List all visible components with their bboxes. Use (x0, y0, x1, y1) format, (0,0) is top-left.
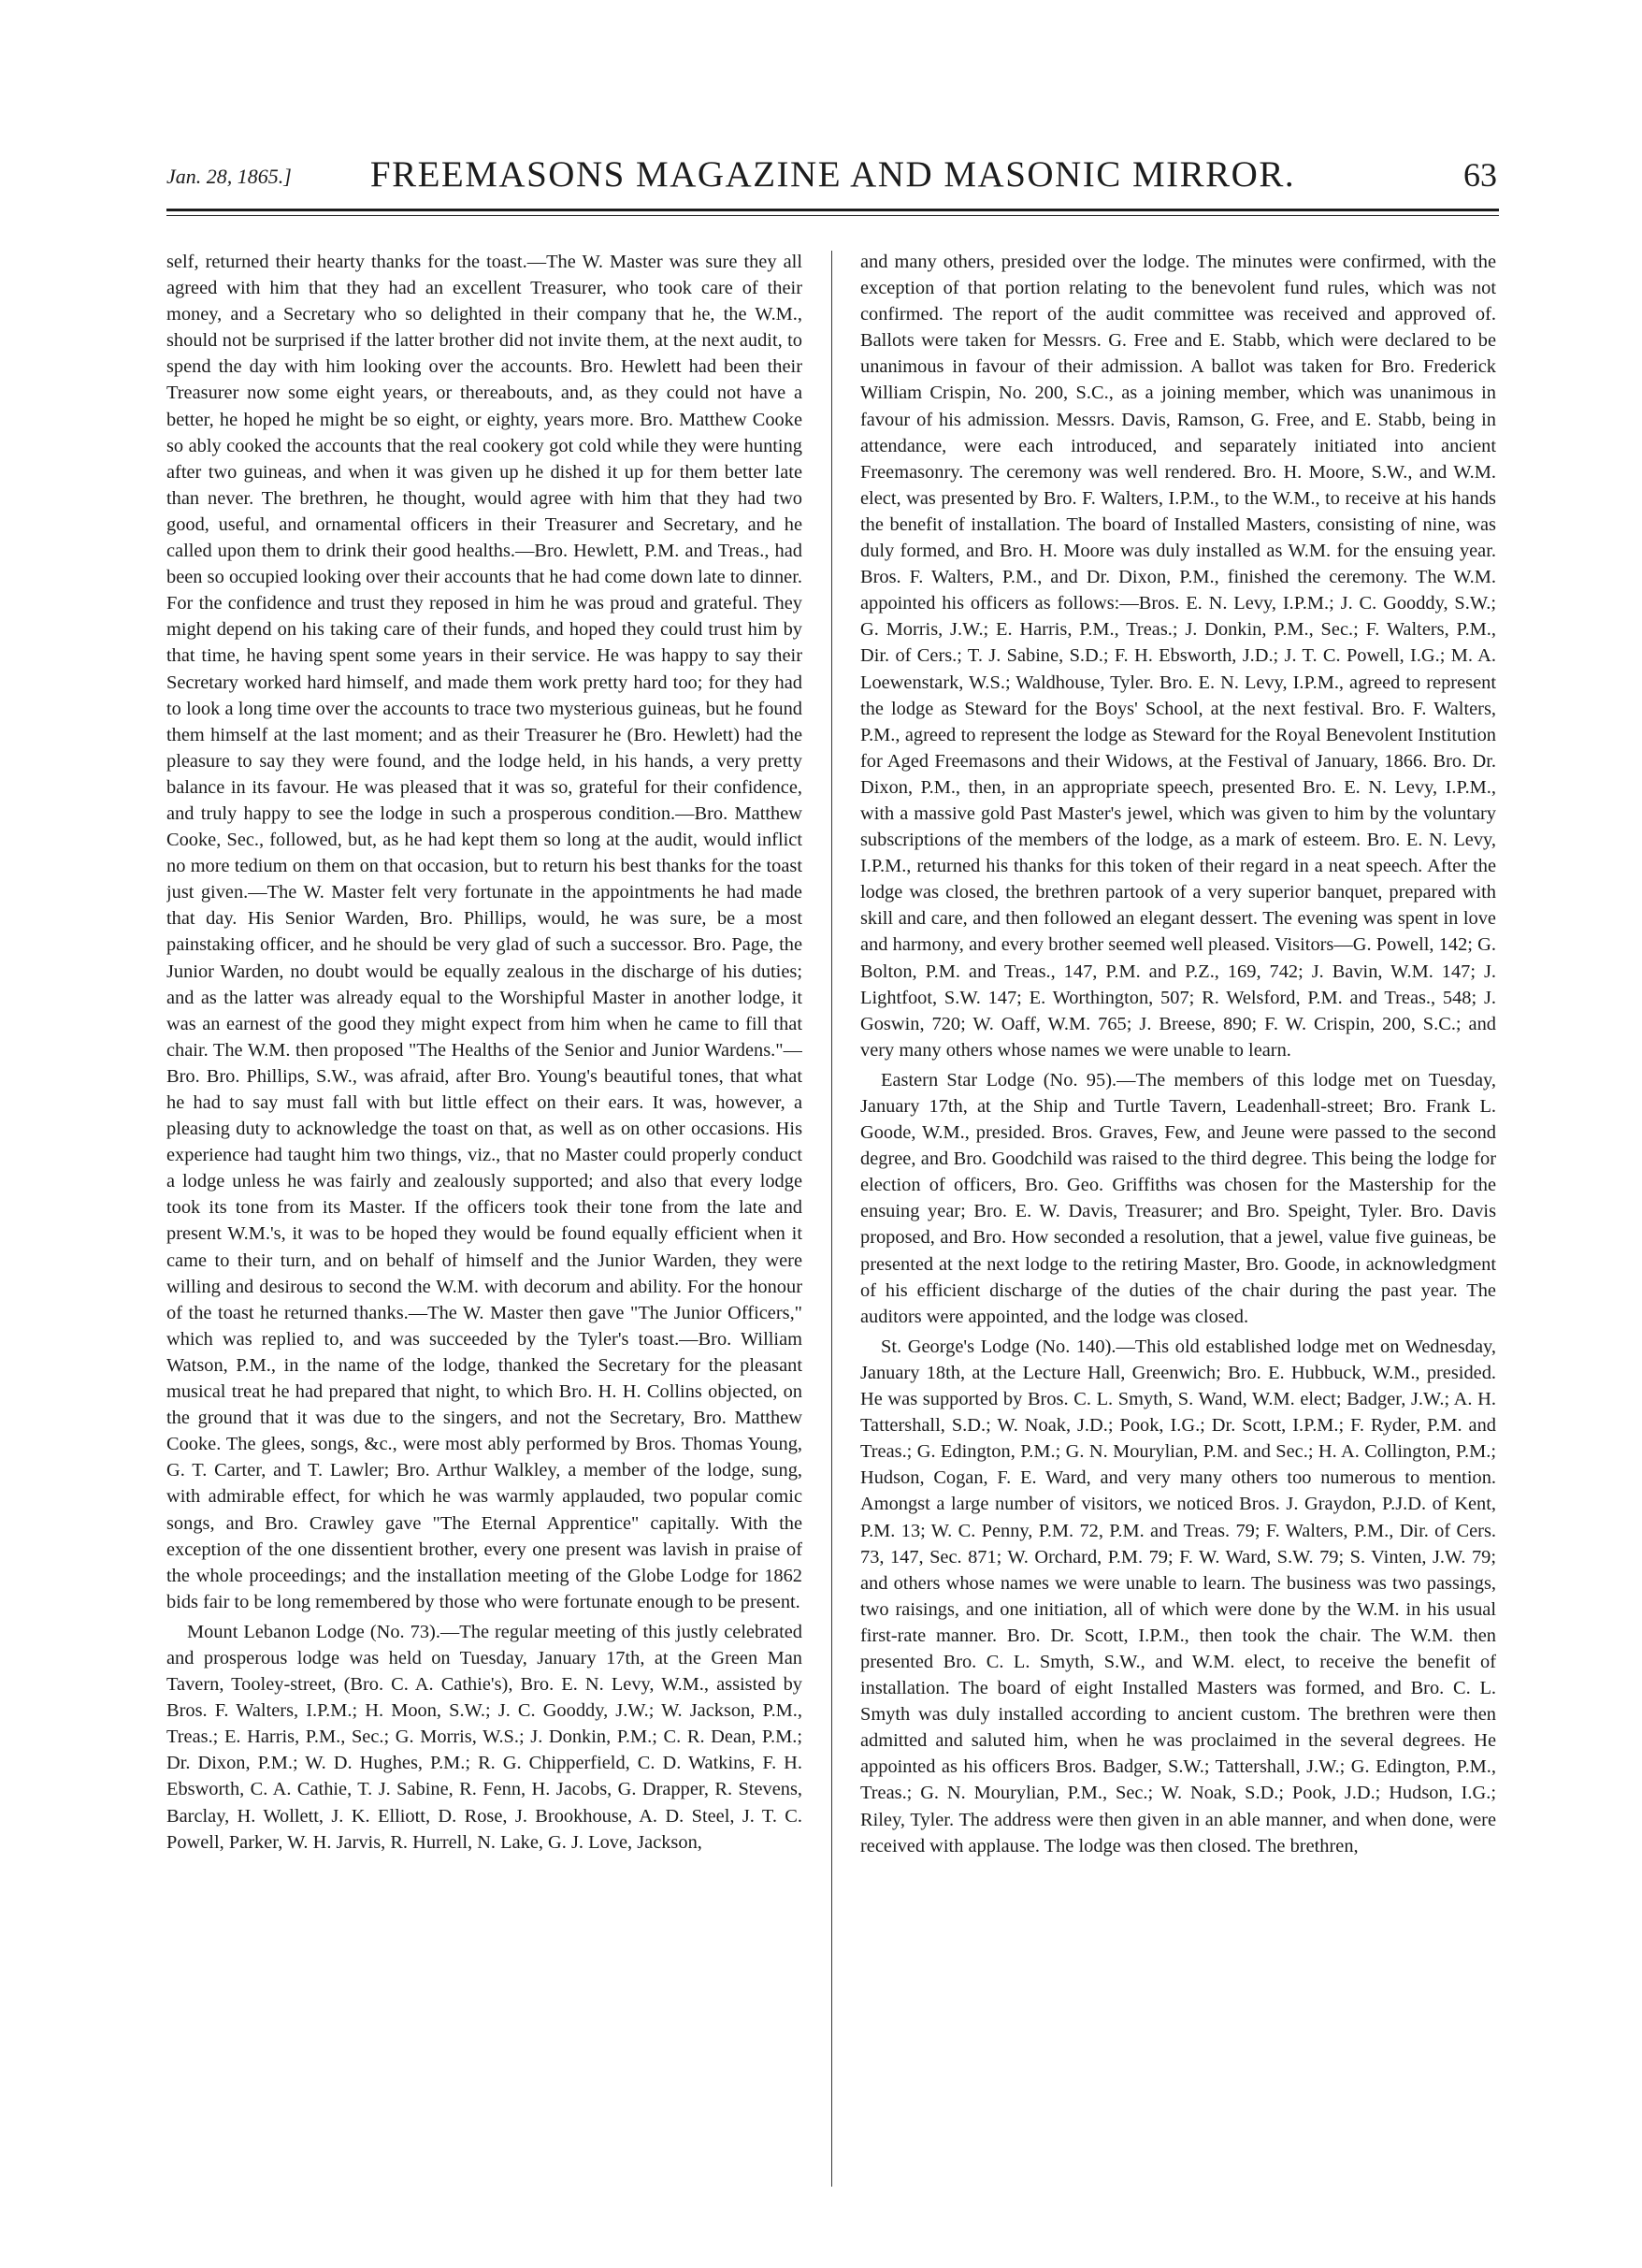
mount-lebanon-lodge-report-continued: and many others, presided over the lodge. The minutes were confirmed, with the exception of that portion relating to the benevolent fund rules, which was not confirmed. The report of the audit committee was received and approved of. Ballots were taken for Messrs. G. Free and E. Stabb, which were declared to be unanimous in favour of their admission. A ballot was taken for Bro. Frederick William Crispin, No. 200, S.C., as a joining member, which was unanimous in favour of his admission. Messrs. Davis, Ramson, G. Free, and E. Stabb, being in attendance, were each introduced, and separately initiated into ancient Freemasonry. The ceremony was well rendered. Bro. H. Moore, S.W., and W.M. elect, was presented by Bro. F. Walters, I.P.M., to the W.M., to receive at his hands the benefit of installation. The board of Installed Masters, consisting of nine, was duly formed, and Bro. H. Moore was duly installed as W.M. for the ensuing year. Bros. F. Walters, P.M., and Dr. Dixon, P.M., finished the ceremony. The W.M. appointed his officers as follows:—Bros. E. N. Levy, I.P.M.; J. C. Gooddy, S.W.; G. Morris, J.W.; E. Harris, P.M., Treas.; J. Donkin, P.M., Sec.; F. Walters, P.M., Dir. of Cers.; T. J. Sabine, S.D.; F. H. Ebsworth, J.D.; J. T. C. Powell, I.G.; M. A. Loewenstark, W.S.; Waldhouse, Tyler. Bro. E. N. Levy, I.P.M., agreed to represent the lodge as Steward for the Boys' School, at the next festival. Bro. F. Walters, P.M., agreed to represent the lodge as Steward for the Royal Benevolent Institution for Aged Freemasons and their Widows, at the Festival of January, 1866. Bro. Dr. Dixon, P.M., then, in an appropriate speech, presented Bro. E. N. Levy, I.P.M., with a massive gold Past Master's jewel, which was given to him by the voluntary subscriptions of the members of the lodge, as a mark of esteem. Bro. E. N. Levy, I.P.M., returned his thanks for this token of their regard in a neat speech. After the lodge was closed, the brethren partook of a very superior banquet, prepared with skill and care, and then followed an elegant dessert. The evening was spent in love and harmony, and every brother seemed well pleased. Visitors—G. Powell, 142; G. Bolton, P.M. and Treas., 147, P.M. and P.Z., 169, 742; J. Bavin, W.M. 147; J. Lightfoot, S.W. 147; E. Worthington, 507; R. Welsford, P.M. and Treas., 548; J. Goswin, 720; W. Oaff, W.M. 765; J. Breese, 890; F. W. Crispin, 200, S.C.; and very many others whose names we were unable to learn. (860, 252, 1496, 1061)
page-number: 63 (1463, 156, 1497, 194)
mount-lebanon-lodge-report: Mount Lebanon Lodge (No. 73).—The regular meeting of this justly celebrated and prosperous lodge was held on Tuesday, January 17th, at the Green Man Tavern, Tooley-street, (Bro. C. A. Cathie's), Bro. E. N. Levy, W.M., assisted by Bros. F. Walters, I.P.M.; H. Moon, S.W.; J. C. Gooddy, J.W.; W. Jackson, P.M., Treas.; E. Harris, P.M., Sec.; G. Morris, W.S.; J. Donkin, P.M.; C. R. Dean, P.M.; Dr. Dixon, P.M.; W. D. Hughes, P.M.; R. G. Chipperfield, C. D. Watkins, F. H. Ebsworth, C. A. Cathie, T. J. Sabine, R. Fenn, H. Jacobs, G. Drapper, R. Stevens, Barclay, H. Wollett, J. K. Elliott, D. Rose, J. Brookhouse, A. D. Steel, J. T. C. Powell, Parker, W. H. Jarvis, R. Hurrell, N. Lake, G. J. Love, Jackson, (166, 1621, 802, 1853)
issue-date: Jan. 28, 1865.] (166, 165, 292, 188)
eastern-star-lodge-report: Eastern Star Lodge (No. 95).—The members of this lodge met on Tuesday, January 17th, at the Ship and Turtle Tavern, Leadenhall-street; Bro. Frank L. Goode, W.M., presided. Bros. Graves, Few, and Jeune were passed to the second degree, and Bro. Goodchild was raised to the third degree. This being the lodge for election of officers, Bro. Geo. Griffiths was chosen for the Mastership for the ensuing year; Bro. E. W. Davis, Treasurer; and Bro. Speight, Tyler. Bro. Davis proposed, and Bro. How seconded a resolution, that a jewel, value five guineas, be presented at the next lodge to the retiring Master, Bro. Goode, in acknowledgment of his efficient discharge of the duties of the chair during the past year. The auditors were appointed, and the lodge was closed. (860, 1069, 1496, 1327)
publication-title: FREEMASONS MAGAZINE AND MASONIC MIRROR. (369, 154, 1296, 195)
header-rule-thin (166, 215, 1499, 216)
page-header (166, 140, 1499, 196)
column-divider (831, 251, 832, 2187)
globe-lodge-report-continued: self, returned their hearty thanks for the toast.—The W. Master was sure they all agreed with him that they had an excellent Treasurer, who took care of their money, and a Secretary who so delighted in their company that he, the W.M., should not be surprised if the latter brother did not invite them, at the next audit, to spend the day with him looking over the accounts. Bro. Hewlett had been their Treasurer now some eight years, or thereabouts, and, as they could not have a better, he hoped he might be so eight, or eighty, years more. Bro. Matthew Cooke so ably cooked the accounts that the real cookery got cold while they were hunting after two guineas, and when it was given up he dished it up for them better late than never. The brethren, he thought, would agree with him that they had two good, useful, and ornamental officers in their Treasurer and Secretary, and he called upon them to drink their good healths.—Bro. Hewlett, P.M. and Treas., had been so occupied looking over their accounts that he had come down late to dinner. For the confidence and trust they reposed in him he was proud and grateful. They might depend on his taking care of their funds, and hoped they could trust him by that time, he having spent some years in their service. He was happy to say their Secretary worked hard himself, and made them work pretty hard too; for they had to look a long time over the accounts to trace two mysterious guineas, but he found them himself at the last moment; and as their Treasurer he (Bro. Hewlett) had the pleasure to say they were found, and the lodge held, in his hands, a very pretty balance in its favour. He was pleased that it was so, grateful for their confidence, and truly happy to see the lodge in such a prosperous condition.—Bro. Matthew Cooke, Sec., followed, but, as he had kept them so long at the audit, would inflict no more tedium on them on that occasion, but to return his best thanks for the toast just given.—The W. Master felt very fortunate in the appointments he had made that day. His Senior Warden, Bro. Phillips, would, he was sure, be a most painstaking officer, and he should be very glad of such a successor. Bro. Page, the Junior Warden, no doubt would be equally zealous in the discharge of his duties; and as the latter was already equal to the Worshipful Master in another lodge, it was an earnest of the good they might expect from him when he came to fill that chair. The W.M. then proposed "The Healths of the Senior and Junior Wardens."—Bro. Bro. Phillips, S.W., was afraid, after Bro. Young's beautiful tones, that what he had to say must fall with but little effect on their ears. It was, however, a pleasing duty to acknowledge the toast on that, as well as on other occasions. His experience had taught him two things, viz., that no Master could properly conduct a lodge unless he was fairly and zealously supported; and also that every lodge took its tone from its Master. If the officers took their tone from the late and present W.M.'s, it was to be hoped they would be found equally efficient when it came to their turn, and on behalf of himself and the Junior Warden, they were willing and desirous to second the W.M. with decorum and ability. For the honour of the toast he returned thanks.—The W. Master then gave "The Junior Officers," which was replied to, and was succeeded by the Tyler's toast.—Bro. William Watson, P.M., in the name of the lodge, thanked the Secretary for the pleasant musical treat he had prepared that night, to which Bro. H. H. Collins objected, on the ground that it was due to the singers, and not the Secretary, Bro. Matthew Cooke. The glees, songs, &c., were most ably performed by Bros. Thomas Young, G. T. Carter, and T. Lawler; Bro. Arthur Walkley, a member of the lodge, sung, with admirable effect, for which he was warmly applauded, two popular comic songs, and Bro. Crawley gave "The Eternal Apprentice" capitally. With the exception of the one dissentient brother, every one present was lavish in praise of the whole proceedings; and the installation meeting of the Globe Lodge for 1862 bids fair to be long remembered by those who were fortunate enough to be present. (166, 252, 802, 1612)
header-rule-thick (166, 209, 1499, 211)
right-column (860, 249, 1496, 2203)
st-georges-lodge-report: St. George's Lodge (No. 140).—This old established lodge met on Wednesday, January 18th, at the Lecture Hall, Greenwich; Bro. E. Hubbuck, W.M., presided. He was supported by Bros. C. L. Smyth, S. Wand, W.M. elect; Badger, J.W.; A. H. Tattershall, S.D.; W. Noak, J.D.; Pook, I.G.; Dr. Scott, I.P.M.; F. Ryder, P.M. and Treas.; G. Edington, P.M.; G. N. Mourylian, P.M. and Sec.; H. A. Collington, P.M.; Hudson, Cogan, F. E. Ward, and very many others too numerous to mention. Amongst a large number of visitors, we noticed Bros. J. Graydon, P.J.D. of Kent, P.M. 13; W. C. Penny, P.M. 72, P.M. and Treas. 79; F. Walters, P.M., Dir. of Cers. 73, 147, Sec. 871; W. Orchard, P.M. 79; F. W. Ward, S.W. 79; S. Vinten, J.W. 79; and others whose names we were unable to learn. The business was two passings, two raisings, and one initiation, all of which were done by the W.M. in his usual first-rate manner. Bro. Dr. Scott, I.P.M., then took the chair. The W.M. then presented Bro. C. L. Smyth, S.W., and W.M. elect, to receive the benefit of installation. The board of eight Installed Masters was formed, and Bro. C. L. Smyth was duly installed according to ancient custom. The brethren were then admitted and saluted him, when he was proclaimed in the several degrees. He appointed as his officers Bros. Badger, S.W.; Tattershall, J.W.; G. Edington, P.M., Treas.; G. N. Mourylian, P.M., Sec.; W. Noak, S.D.; Pook, J.D.; Hudson, I.G.; Riley, Tyler. The address were then given in an able manner, and when done, were received with applause. The lodge was then closed. The brethren, (860, 1336, 1496, 1856)
left-column (166, 249, 802, 2203)
